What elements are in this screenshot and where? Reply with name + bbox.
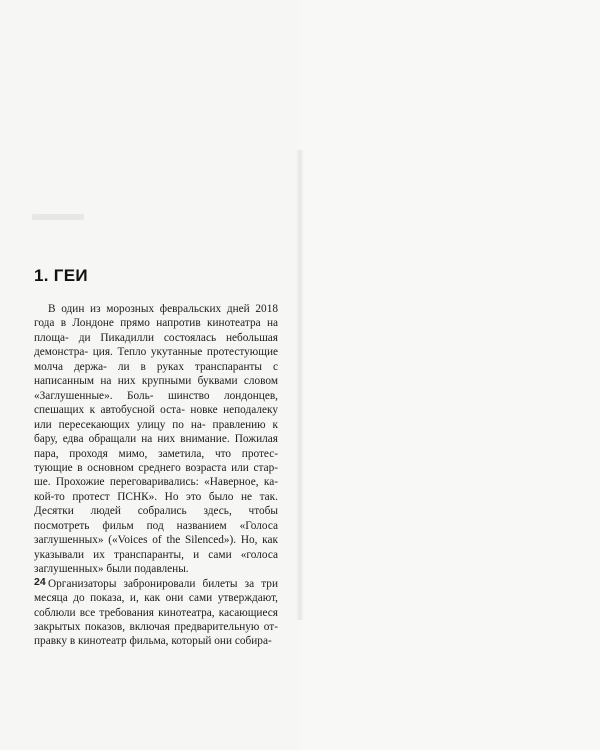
text-line: Организаторы забронировали билеты за три	[48, 577, 278, 590]
text-line: месяца до показа, и, как они сами утверждают,	[34, 592, 278, 605]
text-line: крупными буквами словом «Заглушенные». Боль-	[34, 375, 279, 402]
text-line: шинство лондонцев, спешащих к автобусной оста-	[34, 389, 278, 417]
text-line: правку в кинотеатр фильма, который они собира-	[34, 635, 272, 648]
text-line: ция. Тепло укутанные протестующие молча держа-	[34, 346, 279, 373]
text-line: тующие в основном среднего возраста или стар-	[34, 461, 278, 474]
chapter-title: 1. ГЕИ	[34, 266, 88, 285]
text-line: закрытых показов, включая предварительную от-	[34, 620, 278, 633]
text-line: под названием «Голоса заглушенных» («Voices of	[34, 519, 279, 547]
text-line: новке неподалеку или пересекающих улицу по на-	[34, 404, 278, 431]
paragraph	[34, 302, 278, 577]
page-number-left: 24	[34, 576, 46, 588]
book-gutter	[296, 150, 304, 620]
right-page	[300, 0, 600, 750]
text-line: the Silenced»). Но, как указывали их транспаранты,	[34, 534, 278, 561]
text-line: соблюли все требования кинотеатра, касающиеся	[34, 606, 278, 619]
text-line: ди Пикадилли состоялась небольшая демонстра-	[34, 331, 278, 359]
text-line: В один из морозных февральских дней 2018 года	[34, 303, 278, 330]
text-line: кой-то протест ПСНК». Но это было не так. Десятки	[34, 490, 278, 518]
text-line: правлению к бару, едва обращали на них внимание.	[34, 418, 278, 446]
left-page-body	[34, 302, 278, 649]
text-line: ше. Прохожие переговаривались: «Наверное, ка-	[34, 476, 278, 489]
text-line: людей собрались здесь, чтобы посмотреть фильм	[34, 505, 278, 532]
bleed-through-mark	[32, 214, 84, 220]
text-line: ли в руках транспаранты с написанным на них	[34, 360, 278, 388]
text-line: Пожилая пара, проходя мимо, заметила, что протес-	[34, 433, 278, 460]
text-line: и сами «голоса заглушенных» были подавлены.	[34, 548, 279, 576]
text-line: в Лондоне прямо напротив кинотеатра на площа-	[34, 317, 279, 344]
paragraph	[34, 577, 278, 649]
